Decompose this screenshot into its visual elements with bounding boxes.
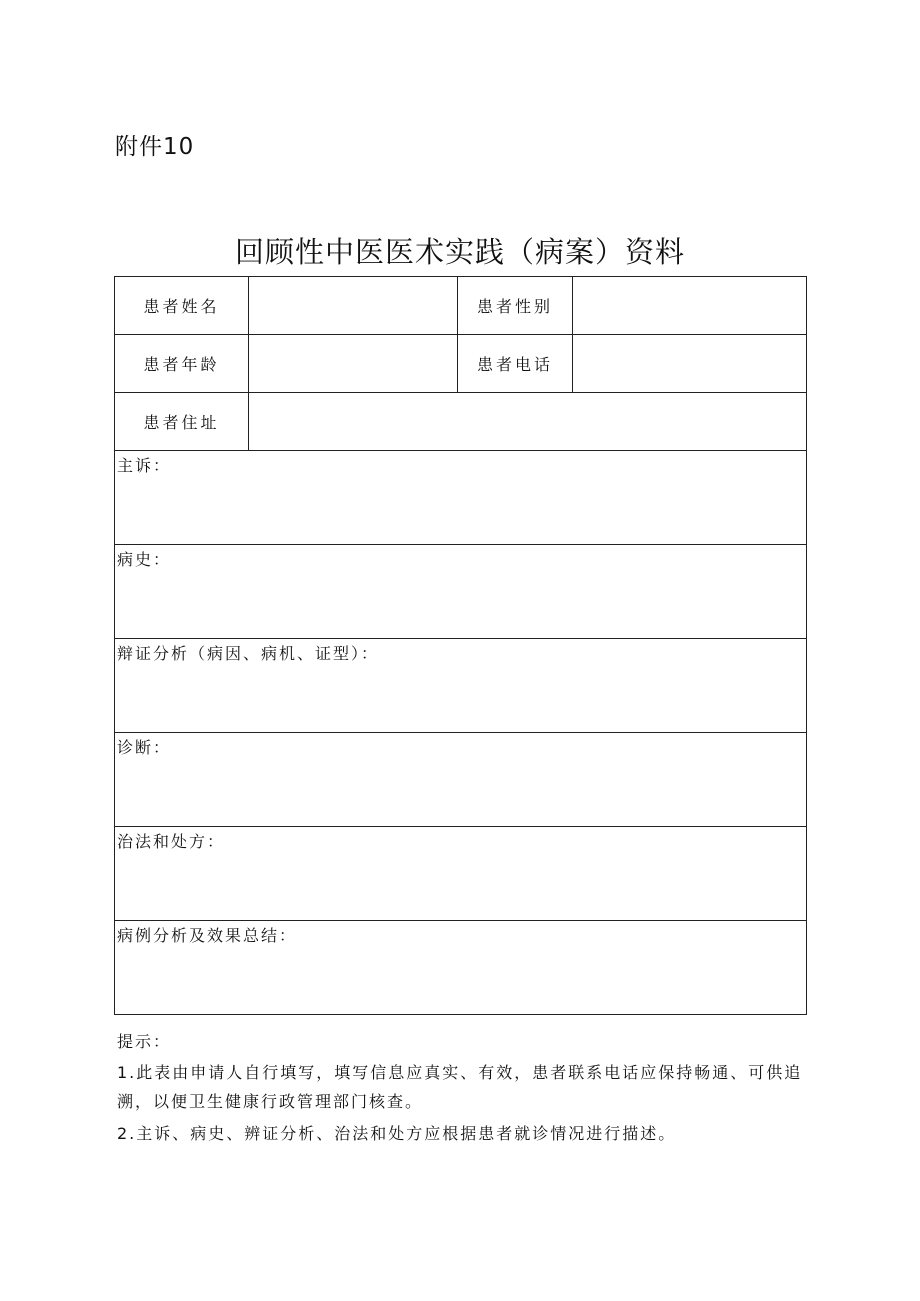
- section-chief-complaint: [115, 451, 807, 545]
- attachment-label: 附件10: [115, 134, 195, 160]
- notes-block: [117, 1028, 807, 1148]
- patient-name-field[interactable]: [249, 277, 458, 335]
- patient-phone-field[interactable]: [573, 335, 807, 393]
- patient-address-field[interactable]: [249, 393, 807, 451]
- section-case-summary: [115, 921, 807, 1015]
- chief-complaint-field[interactable]: [115, 451, 807, 545]
- treatment-prescription-label: 治法和处方：: [117, 832, 226, 851]
- patient-age-field[interactable]: [249, 335, 458, 393]
- treatment-prescription-field[interactable]: [115, 827, 807, 921]
- patient-address-label: 患者住址: [115, 393, 249, 451]
- diagnosis-label: 诊断：: [117, 738, 172, 757]
- syndrome-analysis-label: 辩证分析（病因、病机、证型）：: [117, 644, 380, 663]
- form-row-address: [115, 393, 807, 451]
- note-item-1: 1.此表由申请人自行填写，填写信息应真实、有效，患者联系电话应保持畅通、可供追溯，以便卫生健康行政管理部门核查。: [117, 1063, 803, 1111]
- patient-name-label: 患者姓名: [115, 277, 249, 335]
- form-row-name-gender: [115, 277, 807, 335]
- case-summary-field[interactable]: [115, 921, 807, 1015]
- patient-age-label: 患者年龄: [115, 335, 249, 393]
- section-diagnosis: [115, 733, 807, 827]
- notes-heading: 提示：: [117, 1032, 172, 1051]
- note-item-2: 2.主诉、病史、辨证分析、治法和处方应根据患者就诊情况进行描述。: [117, 1124, 677, 1143]
- patient-gender-field[interactable]: [573, 277, 807, 335]
- medical-history-label: 病史：: [117, 550, 172, 569]
- case-summary-label: 病例分析及效果总结：: [117, 926, 298, 945]
- patient-phone-label: 患者电话: [458, 335, 573, 393]
- document-title: 回顾性中医医术实践（病案）资料: [234, 235, 685, 269]
- section-syndrome-analysis: [115, 639, 807, 733]
- section-medical-history: [115, 545, 807, 639]
- section-treatment-prescription: [115, 827, 807, 921]
- form-row-age-phone: [115, 335, 807, 393]
- chief-complaint-label: 主诉：: [117, 456, 172, 475]
- patient-gender-label: 患者性别: [458, 277, 573, 335]
- medical-history-field[interactable]: [115, 545, 807, 639]
- syndrome-analysis-field[interactable]: [115, 639, 807, 733]
- diagnosis-field[interactable]: [115, 733, 807, 827]
- patient-record-form: [114, 276, 807, 1015]
